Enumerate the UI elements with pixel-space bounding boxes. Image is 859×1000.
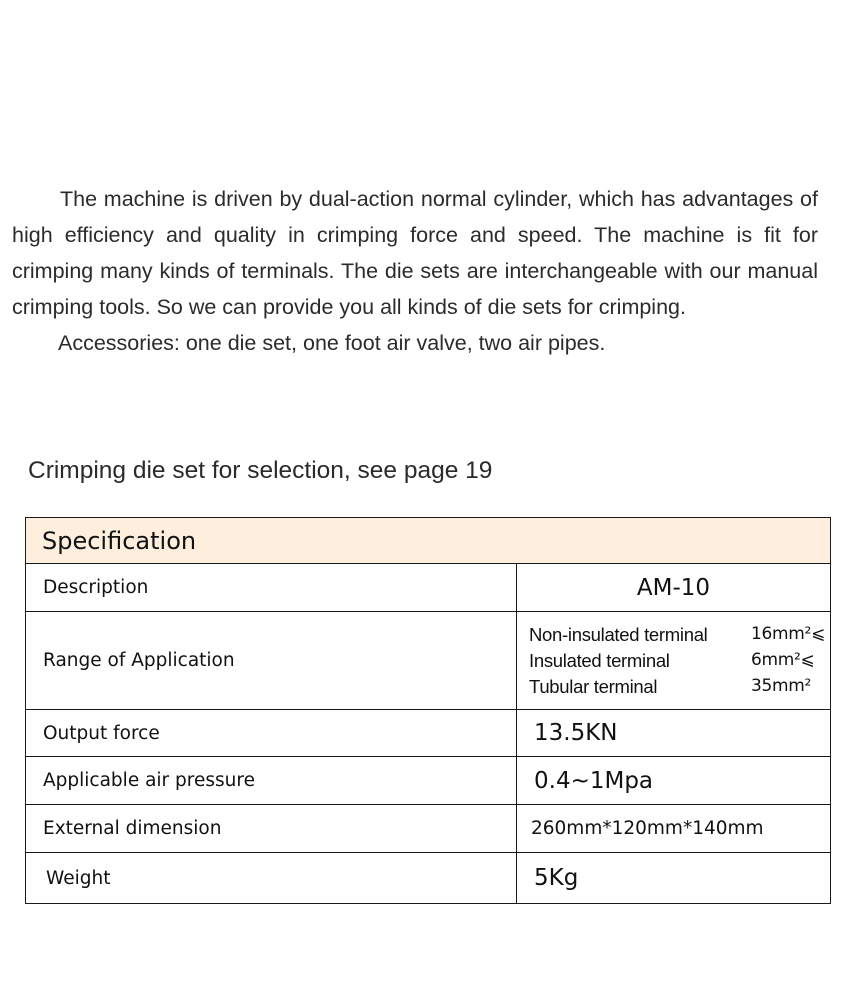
accessories-paragraph: Accessories: one die set, one foot air valve, two air pipes.	[58, 331, 606, 355]
table-row	[26, 564, 831, 612]
table-row	[26, 805, 831, 853]
range-terminal: Tubular terminal	[529, 675, 658, 697]
range-values-cell	[517, 612, 831, 710]
intro-paragraph: The machine is driven by dual-action normal cylinder, which has advantages of high efficiency and quality in crimping force and speed. The machine is fit for crimping many kinds of terminals. The die sets are interchangeable with our manual crimping tools. So we can provide you all kinds of die sets for crimping.	[12, 187, 818, 319]
table-row	[26, 853, 831, 904]
specification-table	[25, 517, 831, 904]
table-row	[26, 710, 831, 757]
range-value: 35mm²	[751, 675, 812, 696]
range-list	[517, 624, 830, 698]
output-force-label: Output force	[26, 710, 517, 757]
table-row	[26, 757, 831, 805]
description-value: AM-10	[517, 564, 831, 612]
intro-text-block	[12, 181, 818, 361]
die-set-selection-note: Crimping die set for selection, see page 19	[28, 457, 493, 484]
range-label: Range of Application	[26, 612, 517, 710]
range-terminal: Insulated terminal	[529, 649, 670, 671]
spec-header: Specification	[26, 518, 831, 564]
spec-header-row	[26, 518, 831, 564]
output-force-value: 13.5KN	[517, 710, 831, 757]
dimension-label: External dimension	[26, 805, 517, 853]
weight-value: 5Kg	[517, 853, 831, 904]
description-label: Description	[26, 564, 517, 612]
range-terminal: Non-insulated terminal	[529, 623, 708, 645]
weight-label: Weight	[26, 853, 517, 904]
air-pressure-label: Applicable air pressure	[26, 757, 517, 805]
table-row	[26, 612, 831, 710]
range-value: 16mm²⩽	[751, 623, 826, 644]
dimension-value: 260mm*120mm*140mm	[517, 805, 831, 853]
air-pressure-value: 0.4~1Mpa	[517, 757, 831, 805]
range-value: 6mm²⩽	[751, 649, 815, 670]
